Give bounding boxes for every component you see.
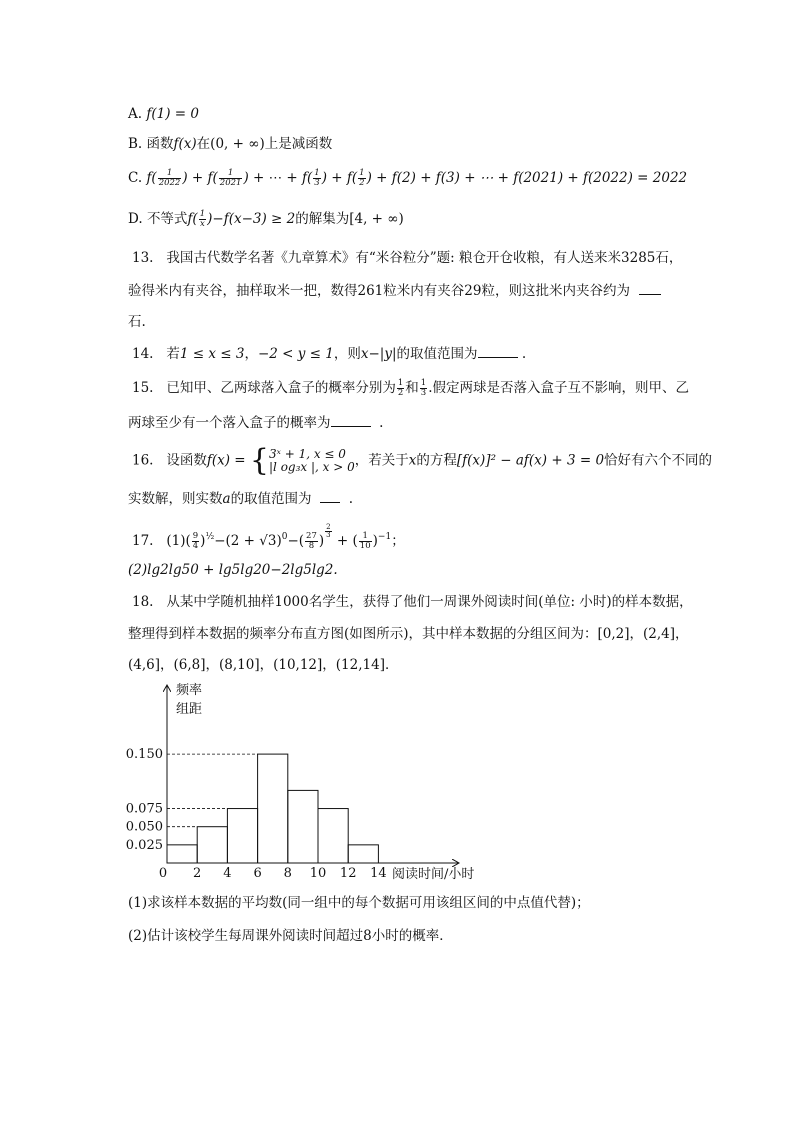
frac-num: 1 [420, 378, 427, 388]
option-d-frac [199, 210, 206, 229]
piecewise-brace: { [249, 443, 269, 478]
frac-den: 4 [192, 541, 199, 551]
y-tick-label: 0.050 [125, 819, 163, 835]
q15-pre: 已知甲、乙两球落入盒子的概率分别为 [166, 380, 396, 396]
q16-fx: f(x) = [206, 452, 246, 469]
question-18-sub1 [128, 893, 590, 913]
question-15-line1 [132, 378, 689, 398]
question-16-line1 [132, 443, 713, 478]
histogram-bar [288, 790, 318, 863]
option-b-post: 上是减函数 [264, 136, 333, 152]
question-18-line1 [132, 592, 693, 612]
q13-n2: 261 [357, 283, 384, 299]
question-14 [132, 343, 526, 364]
q13-text2c: 粒，则这批米内夹谷约为 [481, 283, 630, 299]
q16-a: a [222, 491, 231, 507]
x-tick-label: 14 [370, 866, 387, 881]
q14-end: . [521, 346, 527, 362]
frac-num: 9 [192, 531, 199, 541]
question-number: 14. [132, 346, 154, 362]
q15-and: 和 [405, 380, 419, 396]
frequency-histogram [120, 678, 500, 888]
option-c-f1: f( [146, 170, 157, 186]
frac-den: 2022 [158, 178, 181, 188]
frac-num: 1 [199, 209, 206, 219]
option-c-plus2: + [248, 170, 269, 186]
chart-labels [126, 682, 475, 882]
option-c-tail: f(2) + f(3) + ⋯ + f(2021) + f(2022) = 2022 [391, 170, 688, 186]
y-axis-label-top: 频率 [176, 683, 203, 698]
chart-guides [167, 754, 258, 845]
q17-frac-27-8 [305, 532, 318, 551]
option-d-interval: [4, + ∞) [349, 211, 404, 227]
option-c-plus3: + [282, 170, 303, 186]
x-tick-label: 12 [339, 866, 357, 881]
histogram-bar [258, 754, 288, 863]
question-number: 15. [132, 380, 154, 396]
frac-num: 1 [219, 169, 243, 179]
q17-p1: (1)( [166, 533, 191, 549]
question-18-line2 [128, 624, 689, 644]
option-c-frac-2022 [158, 169, 182, 188]
frac-den: 2 [397, 388, 404, 398]
option-c [128, 168, 687, 188]
histogram-bar [348, 845, 378, 863]
piecewise-case-1: 3ˣ + 1, x ≤ 0 [269, 447, 346, 461]
answer-blank[interactable] [320, 488, 340, 503]
question-13-line3 [128, 312, 146, 332]
q17-p8: ； [391, 533, 405, 549]
frac-den: 2021 [219, 178, 242, 188]
q14-cond2: −2 < y ≤ 1 [257, 346, 334, 362]
frac-num: 1 [314, 168, 320, 178]
frac-num: 1 [397, 378, 404, 388]
q16-text2b: 的取值范围为 [230, 491, 312, 507]
question-16-line2 [128, 488, 353, 509]
frac-den: 3 [314, 178, 320, 188]
q17-p4: −( [287, 533, 305, 549]
q18-text3: (4,6]，(6,8]，(8,10]，(10,12]，(12,14]． [128, 657, 399, 673]
option-c-close3: ) [321, 170, 327, 186]
option-c-close4: ) [366, 170, 372, 186]
option-c-label: C. [128, 170, 143, 186]
option-b-mid: 在 [196, 136, 211, 152]
x-tick-label: 10 [309, 866, 327, 881]
q16-mid2: 的方程 [416, 452, 457, 469]
frac-den: 2 [359, 178, 365, 188]
question-18-line3 [128, 655, 398, 675]
question-13-line2 [128, 280, 661, 301]
option-c-f3: f( [302, 170, 313, 186]
question-number: 16. [132, 452, 154, 469]
q13-text2b: 粒米内有夹谷 [383, 283, 465, 299]
q14-expr: x−|y| [360, 346, 397, 362]
q14-mid: ，则 [333, 346, 361, 362]
q17-frac-1-10 [359, 532, 372, 551]
y-axis-label-bottom: 组距 [176, 702, 203, 717]
q13-text3: 石. [128, 314, 146, 330]
histogram-bar [167, 845, 197, 863]
q16-x: x [408, 452, 417, 469]
q18-text1: 从某中学随机抽样1000名学生，获得了他们一周课外阅读时间(单位: 小时)的样本数据， [166, 594, 693, 610]
q18-text2: 整理得到样本数据的频率分布直方图(如图所示)，其中样本数据的分组区间为：[0,2]，(2,4]， [128, 626, 689, 642]
q14-post: 的取值范围为 [396, 346, 478, 362]
frac-den: 3 [326, 531, 331, 539]
chart-axes [167, 686, 458, 863]
q17-line2: (2)lg2lg50 + lg5lg20−2lg5lg2. [128, 562, 338, 578]
q16-end: . [348, 491, 354, 507]
x-axis-label: 阅读时间/小时 [392, 867, 475, 882]
option-b-label: B. [128, 136, 143, 152]
question-18-sub2 [128, 926, 453, 946]
answer-blank[interactable] [478, 343, 518, 358]
q16-text2a: 实数解，则实数 [128, 491, 223, 507]
option-b-interval: (0, + ∞) [210, 136, 265, 152]
x-tick-label: 4 [223, 866, 232, 881]
option-c-f4: f( [346, 170, 358, 186]
q16-post: 恰好有六个不同的 [604, 452, 713, 469]
question-number: 13. [132, 250, 154, 266]
y-tick-label: 0.150 [125, 747, 163, 763]
q15-frac1 [397, 379, 404, 398]
option-d-f: f( [187, 211, 198, 227]
option-c-plus4: + [327, 170, 347, 186]
option-c-frac-3 [313, 169, 320, 188]
q14-cond1: 1 ≤ x ≤ 3 [179, 346, 245, 362]
option-c-f2: f( [207, 170, 218, 186]
q17-exp1: ½ [205, 532, 215, 542]
q17-expr1 [166, 523, 405, 551]
q15-text2: 两球至少有一个落入盒子的概率为 [128, 415, 331, 431]
option-c-frac-2021 [219, 169, 243, 188]
q17-p3: −(2 + √3) [214, 533, 282, 549]
frac-num: 2 [326, 523, 331, 531]
q17-frac-9-4 [192, 532, 199, 551]
piecewise-cases [269, 448, 355, 474]
frac-num: 1 [359, 168, 365, 178]
frac-den: 3 [420, 388, 427, 398]
answer-blank[interactable] [639, 280, 661, 295]
q17-p2: ) [200, 533, 206, 549]
histogram-bar [227, 809, 257, 863]
x-tick-label: 6 [253, 866, 262, 881]
option-c-expr [146, 170, 687, 186]
q18-sub2: (2)估计该校学生每周课外阅读时间超过8小时的概率． [128, 928, 453, 944]
x-tick-label: 2 [193, 866, 202, 881]
option-a-expr: f(1) = 0 [146, 106, 199, 122]
option-d-rest: )−f(x−3) ≥ 2 [207, 211, 296, 227]
frac-num: 1 [359, 532, 372, 542]
option-c-dots: ⋯ [268, 170, 283, 186]
option-c-close1: ) [182, 170, 188, 186]
q14-pre: 若 [166, 346, 180, 362]
frac-num: 1 [158, 169, 182, 179]
q16-eq: [f(x)]² − af(x) + 3 = 0 [456, 452, 605, 469]
q17-exp3-frac [325, 524, 331, 539]
piecewise-case-2: |l og₃x |, x > 0 [269, 460, 355, 474]
y-tick-label: 0.075 [125, 801, 163, 817]
answer-blank[interactable] [331, 412, 371, 427]
y-tick-label: 0.025 [125, 837, 163, 853]
histogram-bar [318, 809, 348, 863]
question-number: 17. [132, 533, 154, 549]
q17-p5: ) [318, 533, 325, 549]
x-tick-label: 8 [283, 866, 292, 881]
q13-n1: 3285 [621, 250, 656, 266]
q17-p7: ) [372, 533, 378, 549]
option-c-plus1: + [187, 170, 208, 186]
q17-p6: + ( [332, 533, 358, 549]
question-15-line2 [128, 412, 383, 433]
option-b-text: 函数 [146, 136, 174, 152]
option-d-text: 不等式 [146, 211, 188, 227]
frac-den: 8 [308, 541, 315, 551]
option-b-fx: f(x) [173, 136, 197, 152]
q18-sub1: (1)求该样本数据的平均数(同一组中的每个数据可用该组区间的中点值代替)； [128, 895, 590, 911]
q13-text2a: 验得米内有夹谷，抽样取米一把，数得 [128, 283, 358, 299]
q15-text1: .假定两球是否落入盒子互不影响，则甲、乙 [428, 380, 689, 396]
frac-num: 27 [306, 531, 317, 541]
histogram-bar [197, 827, 227, 863]
question-17-line1 [132, 524, 405, 551]
question-13-line1 [132, 248, 682, 268]
option-d-label: D. [128, 211, 143, 227]
option-d-mid: 的解集为 [295, 211, 350, 227]
q13-text1: 我国古代数学名著《九章算术》有“米谷粒分”题: 粮仓开仓收粮，有人送来米 [166, 250, 622, 266]
q17-exp4: −1 [377, 532, 392, 542]
option-c-frac-2 [358, 169, 365, 188]
option-a-label: A. [128, 106, 143, 122]
option-a [128, 104, 199, 124]
q13-text1b: 石， [655, 250, 683, 266]
q17-exp2: 0 [281, 532, 288, 542]
q16-mid: ，若关于 [354, 452, 409, 469]
option-d [128, 209, 404, 229]
question-number: 18. [132, 594, 154, 610]
option-c-plus5: + [371, 170, 392, 186]
q15-frac2 [420, 379, 427, 398]
option-c-close2: ) [243, 170, 249, 186]
q13-n3: 29 [464, 283, 482, 299]
option-d-expr [187, 211, 295, 227]
q15-end: . [379, 415, 384, 431]
option-b [128, 134, 332, 154]
q16-pre: 设函数 [166, 452, 207, 469]
x-tick-label: 0 [158, 866, 168, 881]
frac-den: 10 [359, 541, 371, 551]
question-17-line2 [128, 560, 338, 580]
q14-sep: ， [244, 346, 258, 362]
frac-den: x [200, 219, 205, 229]
